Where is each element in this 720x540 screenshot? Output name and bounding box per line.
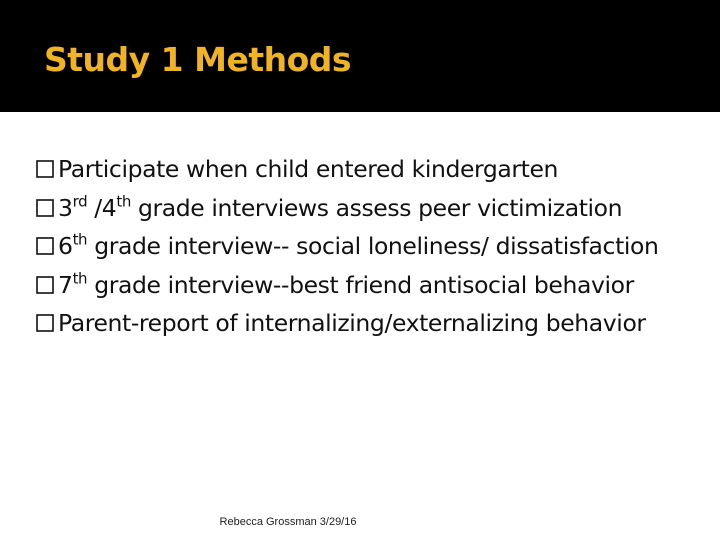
ordinal-suffix: th (116, 191, 131, 210)
title-bar (0, 0, 720, 112)
bullet-list (36, 150, 716, 343)
bullet-text: Participate when child entered kindergarten (58, 155, 559, 183)
missing-glyph-box-icon (36, 276, 54, 294)
bullet-item-1 (36, 150, 716, 189)
bullet-text (58, 266, 678, 305)
bullet-item-2 (36, 189, 716, 228)
ordinal-suffix: rd (72, 191, 88, 210)
separator: / (87, 193, 102, 222)
grade-number: 7 (58, 270, 73, 299)
footer-text: Rebecca Grossman 3/29/16 (219, 516, 357, 528)
ordinal-suffix: th (72, 230, 88, 249)
bullet-text (58, 227, 678, 266)
grade-number: 6 (58, 232, 73, 260)
ordinal-suffix: th (72, 268, 88, 287)
bullet-item-3 (36, 227, 716, 266)
bullet-text (58, 189, 678, 228)
bullet-text: Parent-report of internalizing/externalizing behavior (58, 309, 646, 337)
bullet-text-body: grade interviews assess peer victimization (130, 193, 623, 222)
bullet-text-body: grade interview--best friend antisocial behavior (87, 270, 634, 299)
bullet-item-5 (36, 304, 716, 343)
missing-glyph-box-icon (36, 199, 54, 217)
grade-number: 3 (58, 193, 73, 222)
missing-glyph-box-icon (36, 237, 54, 255)
footer (0, 516, 720, 528)
bullet-item-4 (36, 266, 716, 305)
missing-glyph-box-icon (36, 160, 54, 178)
slide-title: Study 1 Methods (44, 40, 352, 79)
grade-number: 4 (101, 193, 117, 222)
missing-glyph-box-icon (36, 314, 54, 332)
bullet-text-body: grade interview-- social loneliness/ dissatisfaction (87, 232, 659, 260)
